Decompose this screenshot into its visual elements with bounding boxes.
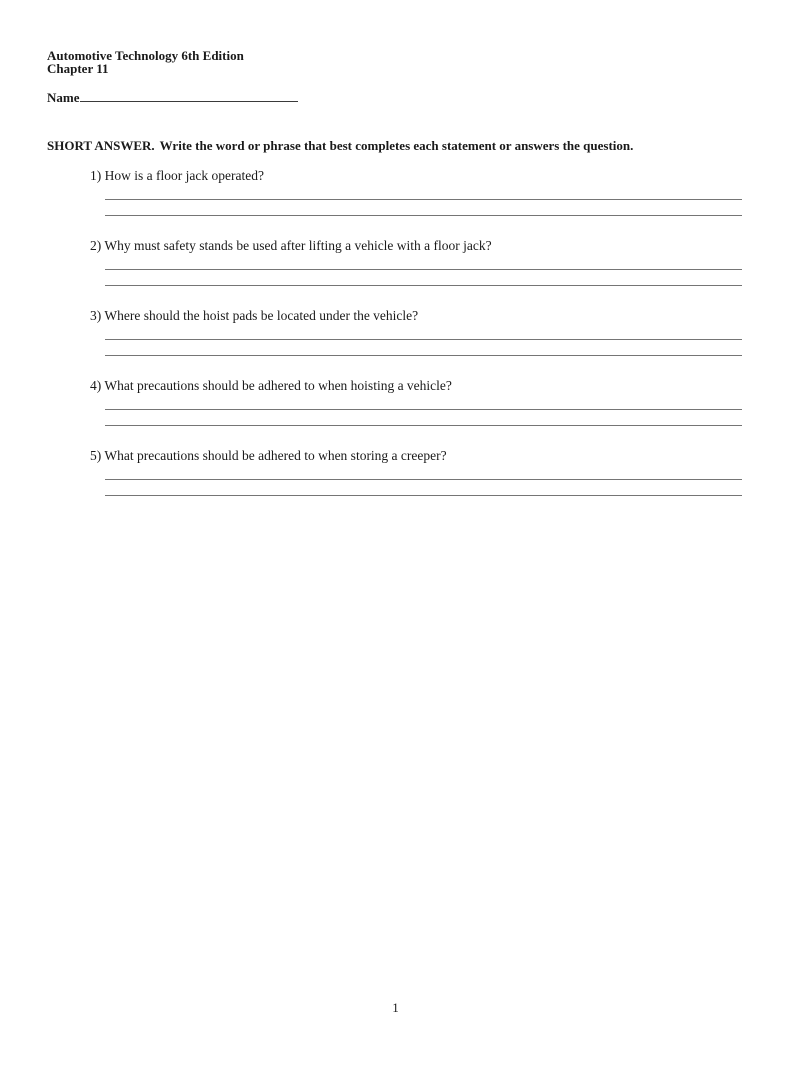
- answer-blank-line: [105, 394, 742, 410]
- question-number: 2): [90, 238, 102, 253]
- answer-blank-line: [105, 324, 742, 340]
- answer-blank-line: [105, 410, 742, 426]
- name-blank-line: [80, 91, 298, 102]
- document-title: Automotive Technology 6th Edition: [47, 48, 244, 63]
- document-header: [47, 49, 791, 75]
- question-number: 4): [90, 378, 102, 393]
- answer-area: [105, 394, 742, 426]
- question-body: Where should the hoist pads be located under the vehicle?: [104, 308, 419, 323]
- answer-area: [105, 184, 742, 216]
- question-list: [0, 168, 791, 496]
- answer-blank-line: [105, 200, 742, 216]
- question-block-1: [90, 168, 791, 216]
- question-text: [90, 168, 791, 184]
- name-field: [47, 91, 791, 104]
- question-body: Why must safety stands be used after lifting a vehicle with a floor jack?: [104, 238, 492, 253]
- section-heading: [47, 139, 744, 153]
- question-text: [90, 238, 791, 254]
- question-block-2: [90, 238, 791, 286]
- question-number: 3): [90, 308, 102, 323]
- name-label: Name: [47, 90, 80, 105]
- answer-blank-line: [105, 464, 742, 480]
- answer-area: [105, 254, 742, 286]
- question-block-5: [90, 448, 791, 496]
- chapter-label: Chapter 11: [47, 61, 109, 76]
- question-text: [90, 378, 791, 394]
- question-body: What precautions should be adhered to when hoisting a vehicle?: [104, 378, 452, 393]
- answer-area: [105, 464, 742, 496]
- answer-blank-line: [105, 270, 742, 286]
- question-text: [90, 308, 791, 324]
- answer-blank-line: [105, 480, 742, 496]
- question-block-3: [90, 308, 791, 356]
- question-body: What precautions should be adhered to when storing a creeper?: [104, 448, 447, 463]
- answer-blank-line: [105, 184, 742, 200]
- answer-blank-line: [105, 254, 742, 270]
- answer-blank-line: [105, 340, 742, 356]
- question-number: 5): [90, 448, 102, 463]
- page-number: 1: [392, 1000, 399, 1015]
- section-label: SHORT ANSWER.: [47, 138, 155, 153]
- question-body: How is a floor jack operated?: [104, 168, 264, 183]
- worksheet-page: [0, 49, 791, 1073]
- section-instructions: Write the word or phrase that best completes each statement or answers the question.: [159, 138, 634, 153]
- question-block-4: [90, 378, 791, 426]
- answer-area: [105, 324, 742, 356]
- question-text: [90, 448, 791, 464]
- question-number: 1): [90, 168, 102, 183]
